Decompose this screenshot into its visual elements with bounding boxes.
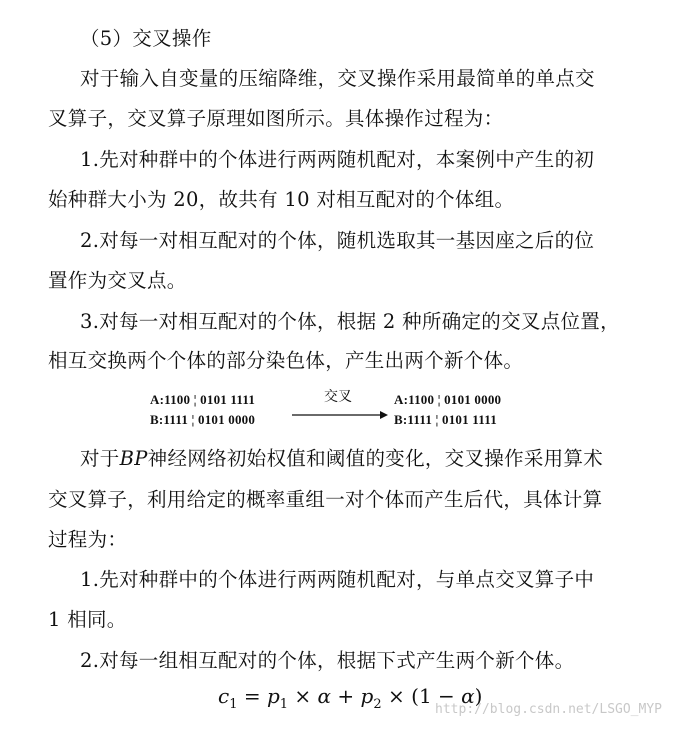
intro-line-1: 对于输入自变量的压缩降维，交叉操作采用最简单的单点交	[80, 67, 595, 90]
bp-step1-line-1: 1.先对种群中的个体进行两两随机配对，与单点交叉算子中	[80, 568, 595, 591]
formula-plus: +	[331, 684, 361, 708]
bp-line-1-rest: 神经网络初始权值和阈值的变化，交叉操作采用算术	[147, 447, 604, 470]
bp-line-1-prefix: 对于	[80, 447, 120, 470]
step3-line-2: 相互交换两个个体的部分染色体，产生出两个新个体。	[48, 349, 524, 372]
bp-step1-line-2: 1 相同。	[48, 608, 127, 631]
step2-line-2: 置作为交叉点。	[48, 269, 187, 292]
formula-p1: p	[266, 684, 280, 708]
step3-line-1: 3.对每一对相互配对的个体，根据 2 种所确定的交叉点位置，	[80, 310, 620, 333]
after-chromosome-a: A:1100 ¦ 0101 0000	[394, 392, 502, 407]
formula-alpha-1: α	[317, 684, 332, 708]
step1-line-2: 始种群大小为 20，故共有 10 对相互配对的个体组。	[48, 188, 515, 211]
formula-one-minus: 1 −	[418, 684, 462, 708]
formula-times-2: ×	[381, 684, 412, 708]
intro-line-2: 叉算子，交叉算子原理如图所示。具体操作过程为：	[48, 107, 504, 130]
formula-p1-sub: 1	[279, 697, 289, 712]
formula-p2-sub: 2	[373, 697, 382, 712]
bp-term: BP	[119, 447, 148, 470]
bp-step2-line-1: 2.对每一组相互配对的个体，根据下式产生两个新个体。	[80, 649, 575, 672]
step2-line-1: 2.对每一对相互配对的个体，随机选取其一基因座之后的位	[80, 229, 595, 252]
formula-paren-close: )	[474, 684, 483, 708]
formula-eq: =	[237, 684, 267, 708]
crossover-diagram	[150, 388, 530, 432]
bp-line-1	[80, 446, 603, 472]
bp-line-2: 交叉算子，利用给定的概率重组一对个体而产生后代，具体计算	[48, 488, 603, 511]
right-arrow-icon	[292, 410, 388, 420]
section-heading: （5）交叉操作	[80, 27, 212, 50]
after-chromosome-b: B:1111 ¦ 0101 1111	[394, 412, 497, 427]
formula-c: c	[218, 684, 230, 708]
step1-line-1: 1.先对种群中的个体进行两两随机配对，本案例中产生的初	[80, 148, 595, 171]
before-chromosome-b: B:1111 ¦ 0101 0000	[150, 412, 256, 427]
formula-paren-open: (	[411, 684, 419, 708]
formula-times-1: ×	[288, 684, 318, 708]
formula-c-sub: 1	[229, 697, 238, 712]
formula-p2: p	[360, 684, 374, 708]
crossover-arrow-label: 交叉	[324, 389, 352, 405]
bp-line-3: 过程为：	[48, 528, 128, 551]
formula-alpha-2: α	[461, 684, 475, 708]
watermark-url: http://blog.csdn.net/LSGO_MYP	[435, 702, 662, 717]
before-chromosome-a: A:1100 ¦ 0101 1111	[150, 392, 256, 407]
